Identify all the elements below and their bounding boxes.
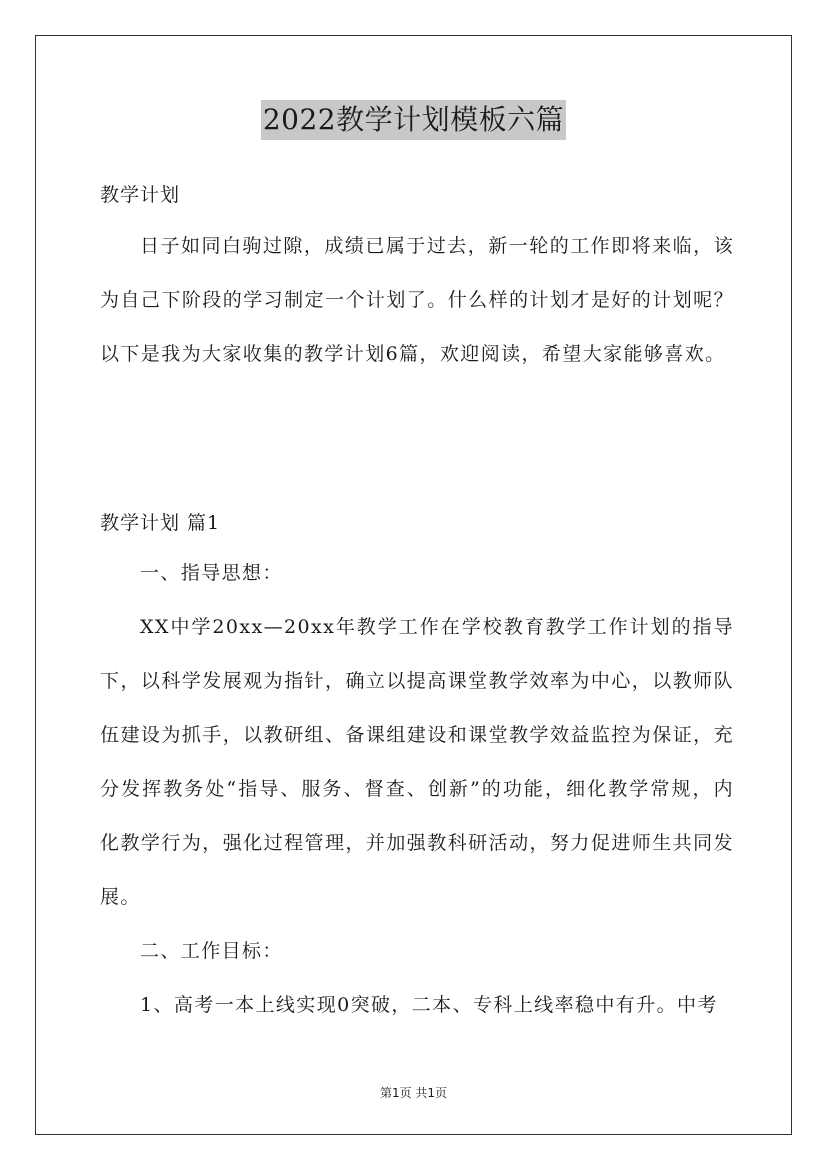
heading-guiding-ideology: 一、指导思想： [140, 562, 283, 584]
document-title: 2022教学计划模板六篇 [261, 100, 566, 140]
paragraph-work-goals: 1、高考一本上线实现0突破，二本、专科上线率稳中有升。中考 [140, 994, 718, 1016]
page-footer: 第1页 共1页 [379, 1086, 448, 1100]
section-label: 教学计划 [100, 184, 181, 206]
title-container [0, 100, 827, 140]
intro-paragraph: 日子如同白驹过隙，成绩已属于过去，新一轮的工作即将来临，该为自己下阶段的学习制定一个计划了。什么样的计划才是好的计划呢？以下是我为大家收集的教学计划6篇，欢迎阅读，希望大家能够喜欢。 [100, 235, 734, 365]
paragraph-guiding-ideology: XX中学20xx—20xx年教学工作在学校教育教学工作计划的指导下，以科学发展观为指针，确立以提高课堂教学效率为中心，以教师队伍建设为抓手，以教研组、备课组建设和课堂教学效益监控为保证，充分发挥教务处“指导、服务、督查、创新”的功能，细化教学常规，内化教学行为，强化过程管理，并加强教科研活动，努力促进师生共同发展。 [100, 616, 734, 908]
heading-work-goals: 二、工作目标： [140, 940, 283, 962]
article-heading: 教学计划 篇1 [100, 512, 221, 534]
